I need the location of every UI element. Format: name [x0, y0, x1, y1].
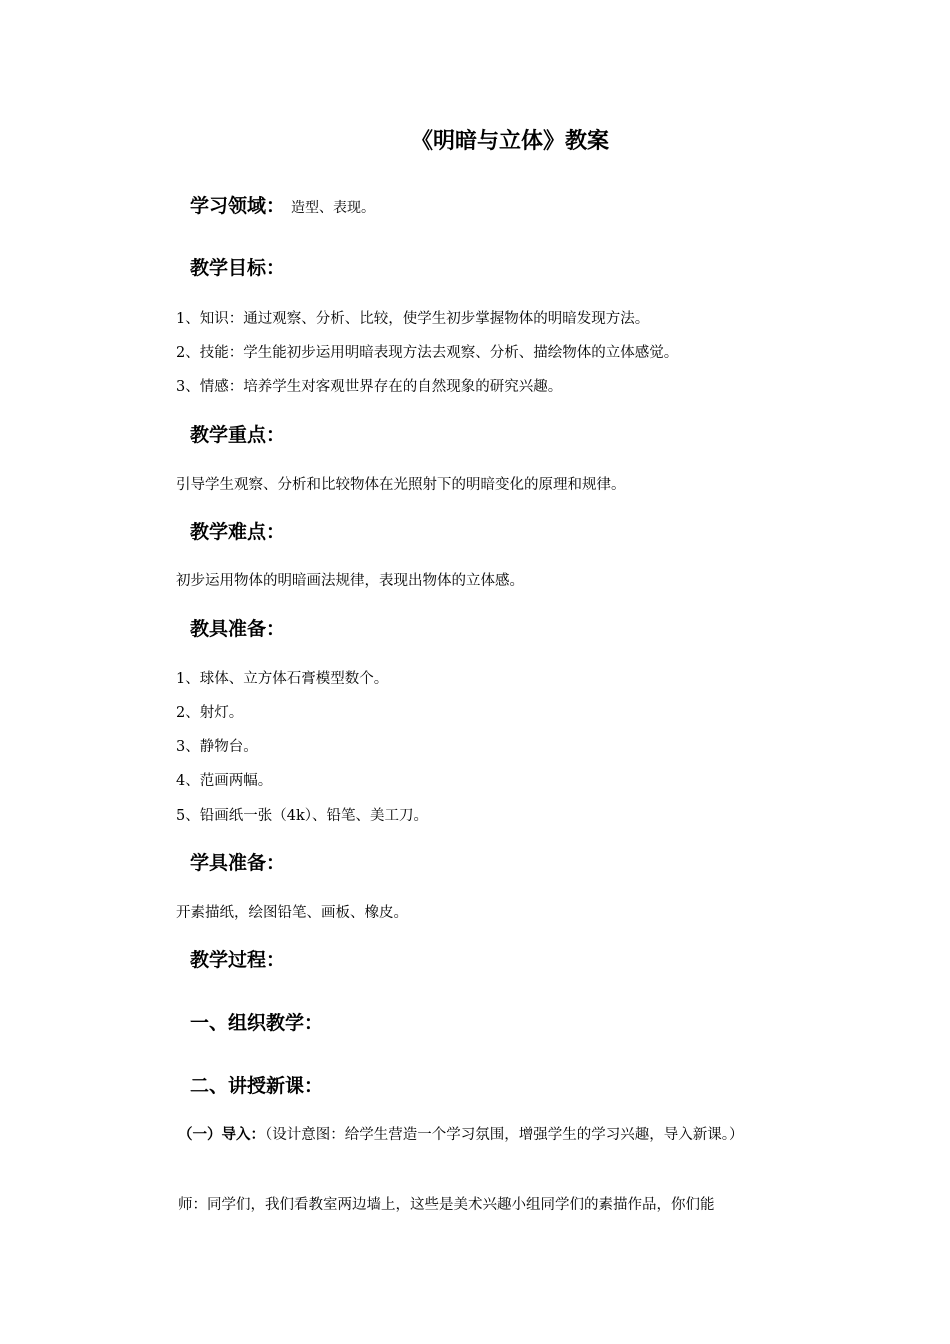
teacher-tool-item: 2、射灯。: [176, 705, 244, 721]
heading-objectives: 教学目标：: [190, 257, 286, 279]
field-value: 造型、表现。: [291, 200, 376, 216]
field-label: 学习领域：: [190, 195, 286, 217]
objective-item: 2、技能：学生能初步运用明暗表现方法去观察、分析、描绘物体的立体感觉。: [176, 345, 679, 361]
heading-difficulties: 教学难点：: [190, 521, 286, 543]
heading-teacher-tools: 教具准备：: [190, 618, 286, 640]
student-tools-text: 开素描纸，绘图铅笔、画板、橡皮。: [176, 905, 408, 921]
difficulties-text: 初步运用物体的明暗画法规律，表现出物体的立体感。: [176, 573, 524, 589]
teacher-line: 师：同学们，我们看教室两边墙上，这些是美术兴趣小组同学们的素描作品，你们能: [178, 1197, 715, 1213]
objective-item: 3、情感：培养学生对客观世界存在的自然现象的研究兴趣。: [176, 379, 563, 395]
heading-student-tools: 学具准备：: [190, 852, 286, 874]
heading-process: 教学过程：: [190, 949, 286, 971]
section-heading-1: 一、组织教学：: [190, 1012, 324, 1034]
objective-item: 1、知识：通过观察、分析、比较，使学生初步掌握物体的明暗发现方法。: [176, 311, 650, 327]
key-points-text: 引导学生观察、分析和比较物体在光照射下的明暗变化的原理和规律。: [176, 477, 626, 493]
intro-paragraph: [146, 1118, 806, 1153]
teacher-tool-item: 1、球体、立方体石膏模型数个。: [176, 671, 389, 687]
intro-text: （设计意图：给学生营造一个学习氛围，增强学生的学习兴趣，导入新课。）: [265, 1127, 744, 1143]
teacher-tool-item: 4、范画两幅。: [176, 773, 273, 789]
heading-key-points: 教学重点：: [190, 424, 286, 446]
teacher-tool-item: 3、静物台。: [176, 739, 258, 755]
teacher-tool-item: 5、铅画纸一张（4k）、铅笔、美工刀。: [176, 808, 428, 824]
heading-field: [190, 191, 375, 223]
section-heading-2: 二、讲授新课：: [190, 1075, 324, 1097]
page-title: 《明暗与立体》教案: [410, 129, 609, 154]
intro-label: （一）导入：: [178, 1127, 265, 1143]
